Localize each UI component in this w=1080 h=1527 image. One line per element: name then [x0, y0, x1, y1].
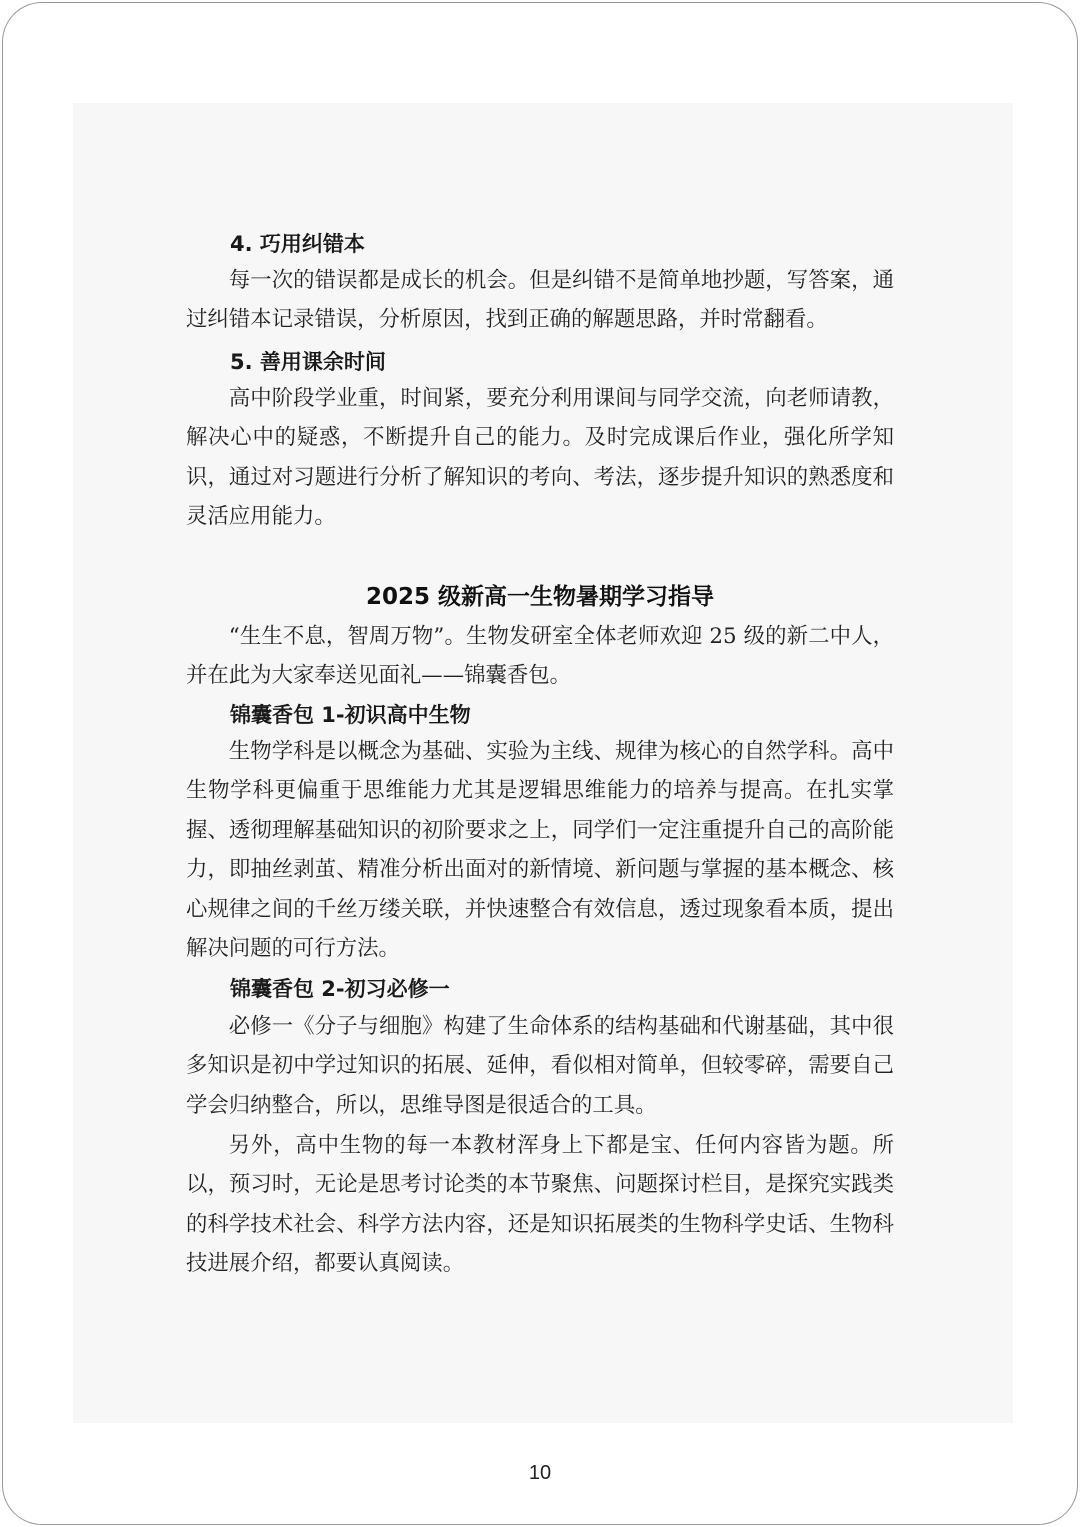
section-5-body: 高中阶段学业重，时间紧，要充分利用课间与同学交流，向老师请教，解决心中的疑惑，不断提升自己的能力。及时完成课后作业，强化所学知识，通过对习题进行分析了解知识的考向、考法，逐步提升知识的熟悉度和灵活应用能力。	[186, 386, 894, 530]
guide-title: 2025 级新高一生物暑期学习指导	[365, 584, 715, 610]
section-4-heading: 4. 巧用纠错本	[230, 232, 365, 256]
guide-intro: “生生不息，智周万物”。生物发研室全体老师欢迎 25 级的新二中人，并在此为大家奉送见面礼——锦囊香包。	[186, 624, 894, 689]
tip-2-body-1: 必修一《分子与细胞》构建了生命体系的结构基础和代谢基础，其中很多知识是初中学过知识的拓展、延伸，看似相对简单，但较零碎，需要自己学会归纳整合，所以，思维导图是很适合的工具。	[186, 1014, 894, 1118]
section-4-body: 每一次的错误都是成长的机会。但是纠错不是简单地抄题，写答案，通过纠错本记录错误，分析原因，找到正确的解题思路，并时常翻看。	[186, 268, 894, 333]
section-5-heading: 5. 善用课余时间	[230, 350, 386, 374]
tip-2-heading: 锦囊香包 2-初习必修一	[230, 977, 450, 1001]
tip-1-heading: 锦囊香包 1-初识高中生物	[230, 703, 471, 727]
page-number: 10	[528, 1462, 552, 1484]
tip-2-body-2: 另外，高中生物的每一本教材浑身上下都是宝、任何内容皆为题。所以，预习时，无论是思考讨论类的本节聚焦、问题探讨栏目，是探究实践类的科学技术社会、科学方法内容，还是知识拓展类的生物科学史话、生物科技进展介绍，都要认真阅读。	[186, 1133, 894, 1277]
tip-1-body: 生物学科是以概念为基础、实验为主线、规律为核心的自然学科。高中生物学科更偏重于思维能力尤其是逻辑思维能力的培养与提高。在扎实掌握、透彻理解基础知识的初阶要求之上，同学们一定注重提升自己的高阶能力，即抽丝剥茧、精准分析出面对的新情境、新问题与掌握的基本概念、核心规律之间的千丝万缕关联，并快速整合有效信息，透过现象看本质，提出解决问题的可行方法。	[186, 739, 894, 962]
